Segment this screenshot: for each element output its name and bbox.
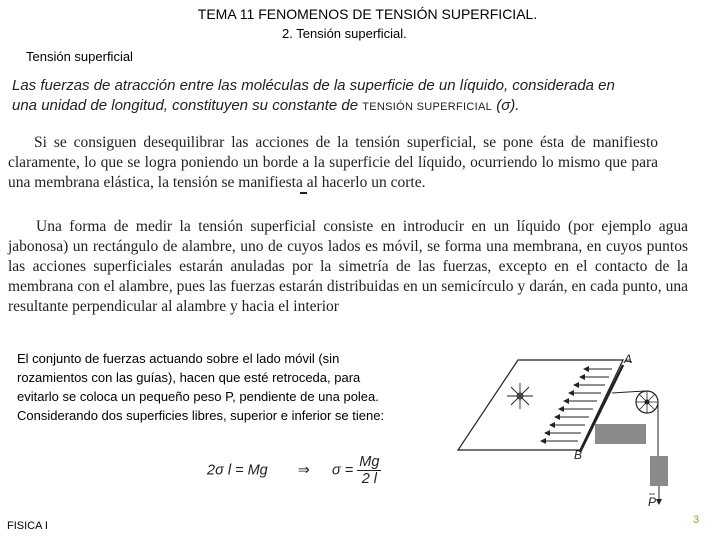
formula-left: 2σ l = Mg — [207, 462, 268, 479]
explanation-text: El conjunto de fuerzas actuando sobre el lado móvil (sin rozamientos con las guías), hacen que esté retroceda, para evitarlo se coloca un pequeño peso P, pendiente de una polea. Considerando dos superficies libres, superior e inferior se tiene: — [17, 351, 385, 423]
molecule-star-icon — [507, 383, 533, 409]
formula-numerator: Mg — [359, 454, 380, 470]
label-b: B — [574, 448, 583, 462]
formula-sigma: σ = — [332, 462, 354, 479]
label-p: P — [648, 495, 657, 509]
paragraph-membrane: Si se consiguen desequilibrar las acciones de la tensión superficial, se pone ésta de manifiesto claramente, lo que se logra poniendo un borde a la superficie del líquido, ocurriendo lo mismo que para una membrana elástica, la tensión se manifiesta al hacerlo un corte. — [8, 134, 658, 191]
page-title: TEMA 11 FENOMENOS DE TENSIÓN SUPERFICIAL. — [197, 6, 538, 22]
definition-term: TENSIÓN SUPERFICIAL — [362, 101, 493, 113]
section-subtitle: 2. Tensión superficial. — [282, 26, 407, 41]
formula-denominator: 2 l — [361, 471, 378, 487]
paragraph-measurement: Una forma de medir la tensión superficial consiste en introducir en un líquido (por ejemplo agua jabonosa) un rectángulo de alambre, uno de cuyos lados es móvil, se forma una membrana, en cuyos puntos las acciones superficiales estarán anuladas por la simetría de las fuerzas, excepto en el contacto de la membrana con el alambre, pues las fuerzas estarán distribuidas en un semicírculo y darán, en cada punto, una resultante perpendicular al alambre y hacia el interior — [8, 218, 688, 315]
definition-symbol: (σ). — [496, 97, 520, 114]
pulley-icon — [636, 391, 658, 413]
course-name: FISICA I — [7, 520, 48, 532]
hanging-weight — [650, 456, 668, 486]
page-number: 3 — [693, 514, 700, 526]
label-a: A — [624, 352, 633, 366]
weight-block-left — [595, 424, 646, 444]
definition-body: Las fuerzas de atracción entre las moléculas de la superficie de un líquido, considerada en una unidad de longitud, constituyen su constante de — [12, 77, 615, 114]
section-label: Tensión superficial — [26, 49, 133, 64]
string-to-pulley — [612, 391, 645, 393]
implies-arrow: ⇒ — [297, 462, 310, 479]
